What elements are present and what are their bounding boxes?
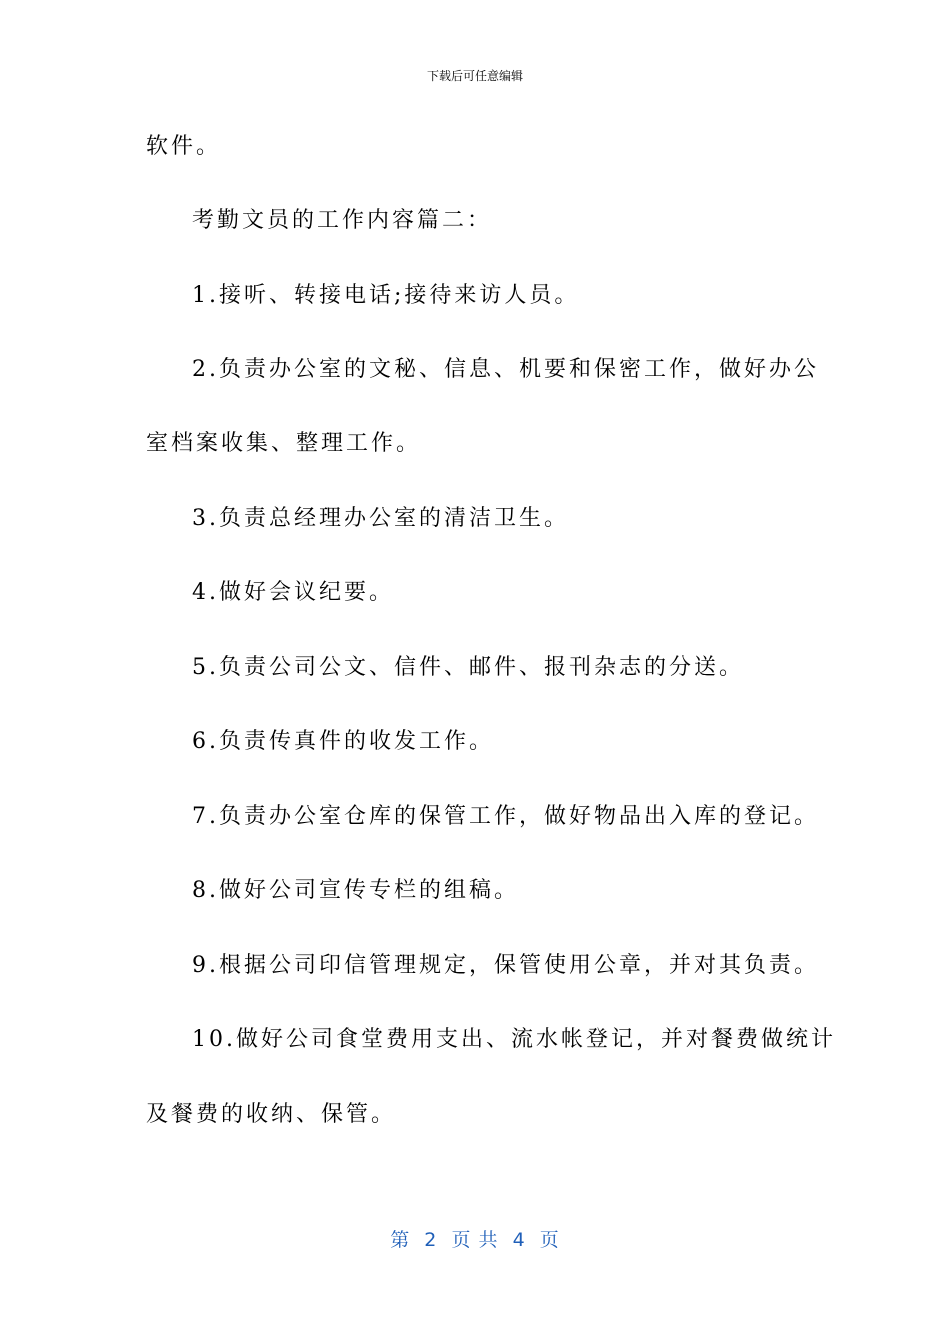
list-item-10-continued: 及餐费的收纳、保管。 — [146, 1102, 397, 1127]
body-line-1: 软件。 — [146, 134, 222, 159]
page-number-footer: 第 2 页 共 4 页 — [390, 1229, 560, 1251]
list-item-1: 1.接听、转接电话;接待来访人员。 — [192, 283, 580, 308]
section-heading: 考勤文员的工作内容篇二： — [192, 208, 493, 233]
list-item-2: 2.负责办公室的文秘、信息、机要和保密工作，做好办公 — [192, 357, 819, 382]
list-item-8: 8.做好公司宣传专栏的组稿。 — [192, 878, 519, 903]
list-item-7: 7.负责办公室仓库的保管工作，做好物品出入库的登记。 — [192, 804, 819, 829]
list-item-5: 5.负责公司公文、信件、邮件、报刊杂志的分送。 — [192, 655, 744, 680]
list-item-3: 3.负责总经理办公室的清洁卫生。 — [192, 506, 569, 531]
list-item-9: 9.根据公司印信管理规定，保管使用公章，并对其负责。 — [192, 953, 819, 978]
list-item-6: 6.负责传真件的收发工作。 — [192, 729, 494, 754]
list-item-4: 4.做好会议纪要。 — [192, 580, 394, 605]
list-item-2-continued: 室档案收集、整理工作。 — [146, 431, 422, 456]
list-item-10: 10.做好公司食堂费用支出、流水帐登记，并对餐费做统计 — [192, 1027, 836, 1052]
page-header: 下载后可任意编辑 — [426, 69, 523, 83]
